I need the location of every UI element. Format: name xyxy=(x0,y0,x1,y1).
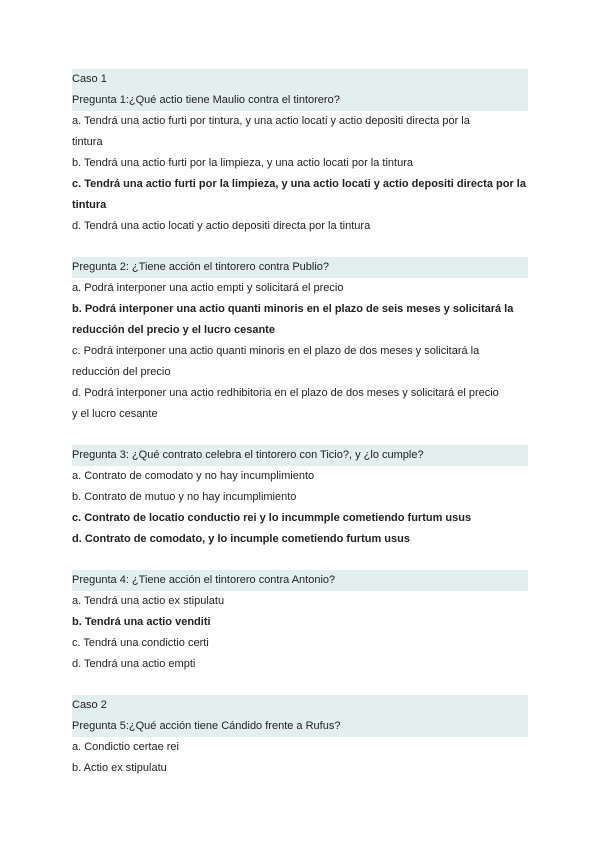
question-2-option-b-cont: reducción del precio y el lucro cesante xyxy=(72,324,275,336)
question-2: Pregunta 2: ¿Tiene acción el tintorero contra Publio? xyxy=(72,257,528,278)
question-3-option-b: b. Contrato de mutuo y no hay incumplimiento xyxy=(72,491,297,503)
case-2-title: Caso 2 xyxy=(72,695,528,716)
question-1-option-c-cont: tintura xyxy=(72,199,107,211)
question-1-option-a: a. Tendrá una actio furti por tintura, y una actio locati y actio depositi directa por la xyxy=(72,115,470,127)
question-2-option-b: b. Podrá interponer una actio quanti minoris en el plazo de seis meses y solicitará la xyxy=(72,303,514,315)
question-2-option-c-cont: reducción del precio xyxy=(72,366,171,378)
question-1-option-d: d. Tendrá una actio locati y actio depositi directa por la tintura xyxy=(72,220,371,232)
question-2-option-a: a. Podrá interponer una actio empti y solicitará el precio xyxy=(72,282,344,294)
question-1-option-a-cont: tintura xyxy=(72,136,103,148)
question-5-option-a: a. Condictio certae rei xyxy=(72,741,179,753)
question-4: Pregunta 4: ¿Tiene acción el tintorero contra Antonio? xyxy=(72,570,528,591)
question-5-option-b: b. Actio ex stipulatu xyxy=(72,762,167,774)
question-2-option-c: c. Podrá interponer una actio quanti minoris en el plazo de dos meses y solicitará la xyxy=(72,345,480,357)
question-5: Pregunta 5:¿Qué acción tiene Cándido frente a Rufus? xyxy=(72,716,528,737)
case-1-title: Caso 1 xyxy=(72,69,528,90)
question-4-option-b: b. Tendrá una actio venditi xyxy=(72,616,211,628)
question-3-option-a: a. Contrato de comodato y no hay incumplimiento xyxy=(72,470,315,482)
question-4-option-d: d. Tendrá una actio empti xyxy=(72,658,196,670)
question-2-option-d: d. Podrá interponer una actio redhibitoria en el plazo de dos meses y solicitará el precio xyxy=(72,387,499,399)
question-4-option-c: c. Tendrá una condictio certi xyxy=(72,637,209,649)
question-3-option-d: d. Contrato de comodato, y lo incumple cometiendo furtum usus xyxy=(72,533,410,545)
question-1-option-b: b. Tendrá una actio furti por la limpieza, y una actio locati por la tintura xyxy=(72,157,413,169)
question-1: Pregunta 1:¿Qué actio tiene Maulio contra el tintorero? xyxy=(72,90,528,111)
question-3: Pregunta 3: ¿Qué contrato celebra el tintorero con Ticio?, y ¿lo cumple? xyxy=(72,445,528,466)
question-4-option-a: a. Tendrá una actio ex stipulatu xyxy=(72,595,225,607)
question-1-option-c: c. Tendrá una actio furti por la limpieza, y una actio locati y actio depositi directa por la xyxy=(72,178,526,190)
question-2-option-d-cont: y el lucro cesante xyxy=(72,408,158,420)
question-3-option-c: c. Contrato de locatio conductio rei y lo incummple cometiendo furtum usus xyxy=(72,512,472,524)
